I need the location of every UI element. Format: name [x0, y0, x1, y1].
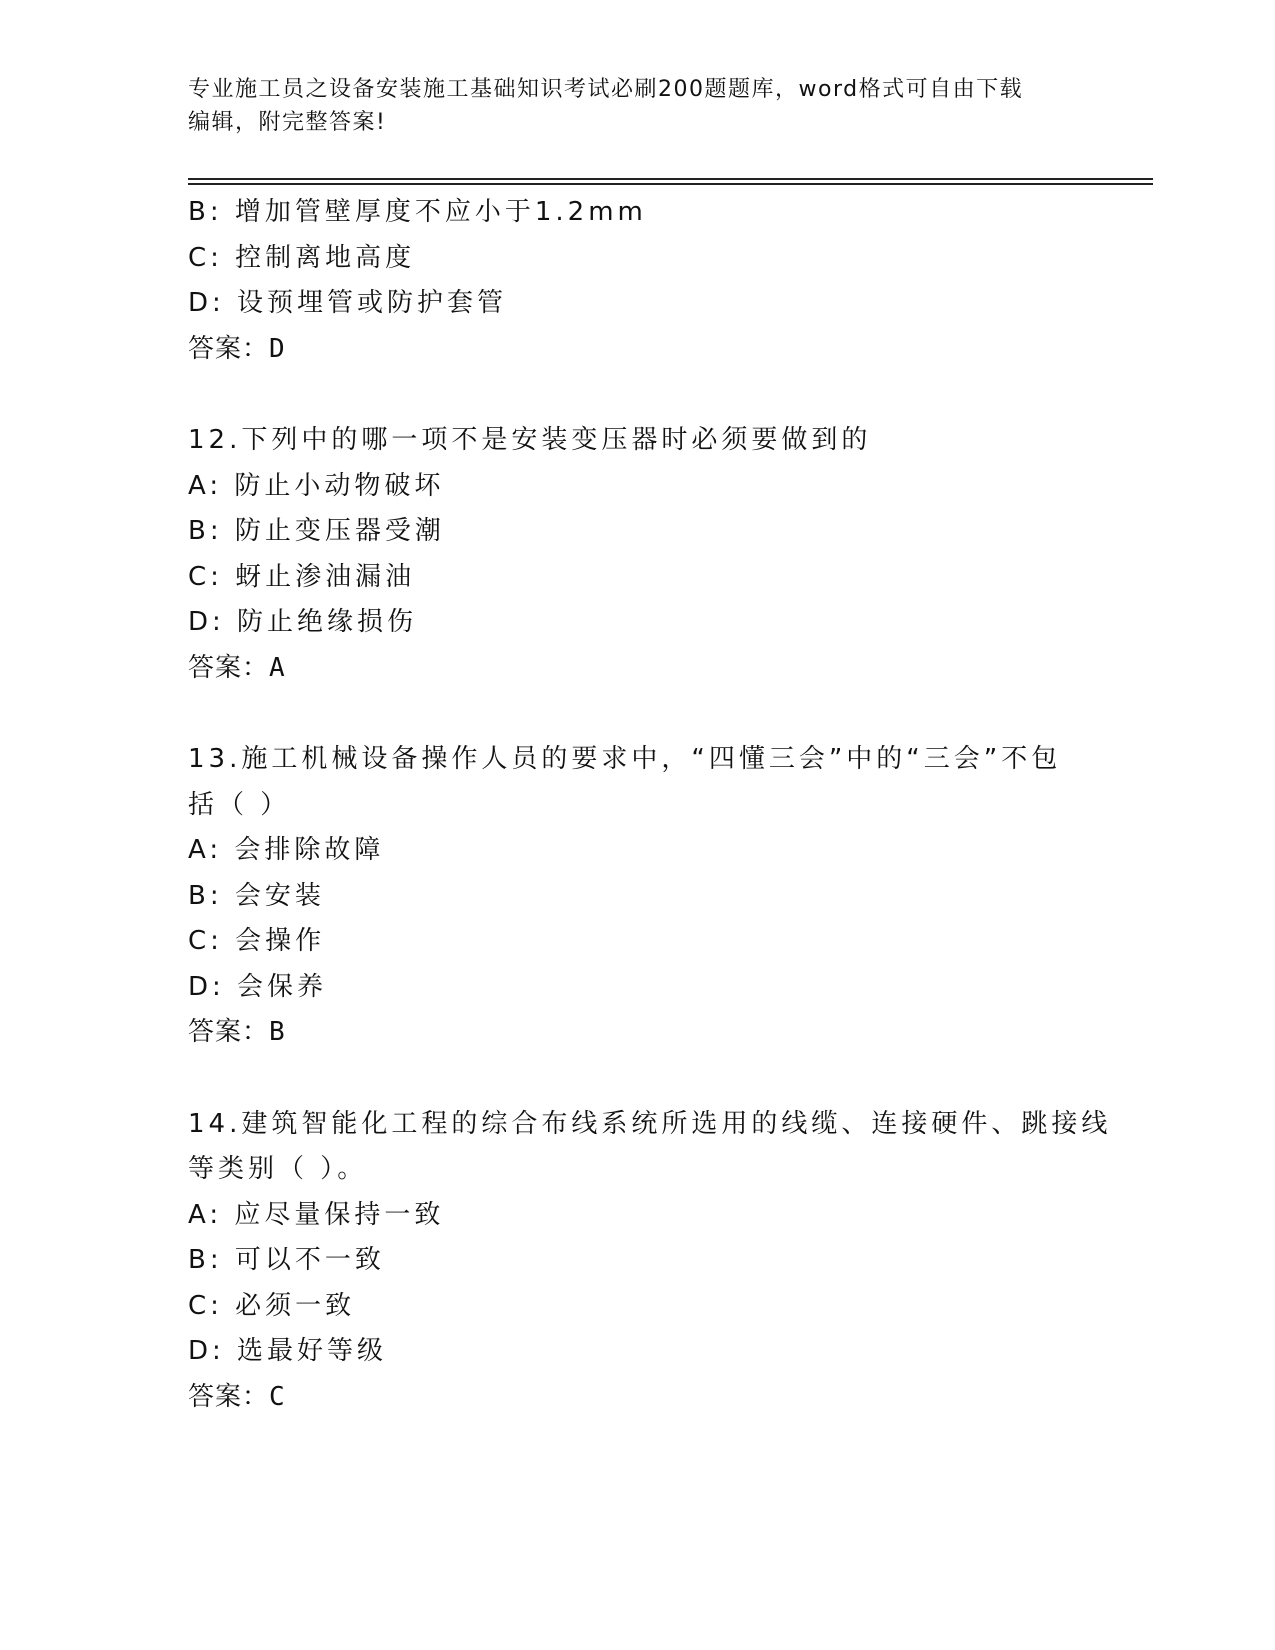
header-divider-bottom	[188, 183, 1153, 185]
option-c: C: 必须一致	[188, 1290, 356, 1321]
header-divider-top	[188, 178, 1153, 180]
answer-line: 答案：C	[188, 1381, 286, 1412]
option-a: A: 防止小动物破坏	[188, 470, 445, 501]
option-d: D: 设预埋管或防护套管	[188, 288, 508, 318]
document-header	[188, 73, 1088, 139]
option-d: D: 选最好等级	[188, 1336, 388, 1366]
header-line-2: 编辑，附完整答案!	[188, 110, 387, 135]
answer-line: 答案：D	[188, 333, 286, 364]
question-list	[188, 190, 1112, 1420]
answer-line: 答案：B	[188, 1017, 286, 1047]
option-c: C: 会操作	[188, 926, 326, 956]
question-stem: 12.下列中的哪一项不是安装变压器时必须要做到的	[188, 425, 872, 455]
option-b: B: 会安装	[188, 880, 325, 911]
question-13	[188, 737, 1088, 1056]
option-c: C: 蚜止渗油漏油	[188, 561, 416, 592]
question-14	[188, 1102, 1112, 1421]
option-d: D: 防止绝缘损伤	[188, 607, 418, 637]
question-stem-line-2: 括（ ）	[188, 789, 291, 820]
option-d: D: 会保养	[188, 971, 328, 1002]
option-c: C: 控制离地高度	[188, 242, 416, 273]
option-a: A: 应尽量保持一致	[188, 1199, 445, 1230]
option-a: A: 会排除故障	[188, 835, 385, 865]
option-b: B: 增加管壁厚度不应小于1.2mm	[188, 197, 647, 227]
question-12	[188, 418, 1088, 691]
question-11-continued	[188, 190, 1088, 372]
answer-line: 答案：A	[188, 652, 286, 683]
option-b: B: 可以不一致	[188, 1245, 385, 1275]
question-stem-line-2: 等类别（ ）。	[188, 1154, 368, 1184]
question-stem-line-1: 13.施工机械设备操作人员的要求中，“四懂三会”中的“三会”不包	[188, 744, 1062, 774]
question-stem-line-1: 14.建筑智能化工程的综合布线系统所选用的线缆、连接硬件、跳接线	[188, 1108, 1112, 1139]
header-line-1: 专业施工员之设备安装施工基础知识考试必刷200题题库，word格式可自由下载	[188, 77, 1024, 102]
option-b: B: 防止变压器受潮	[188, 516, 445, 546]
